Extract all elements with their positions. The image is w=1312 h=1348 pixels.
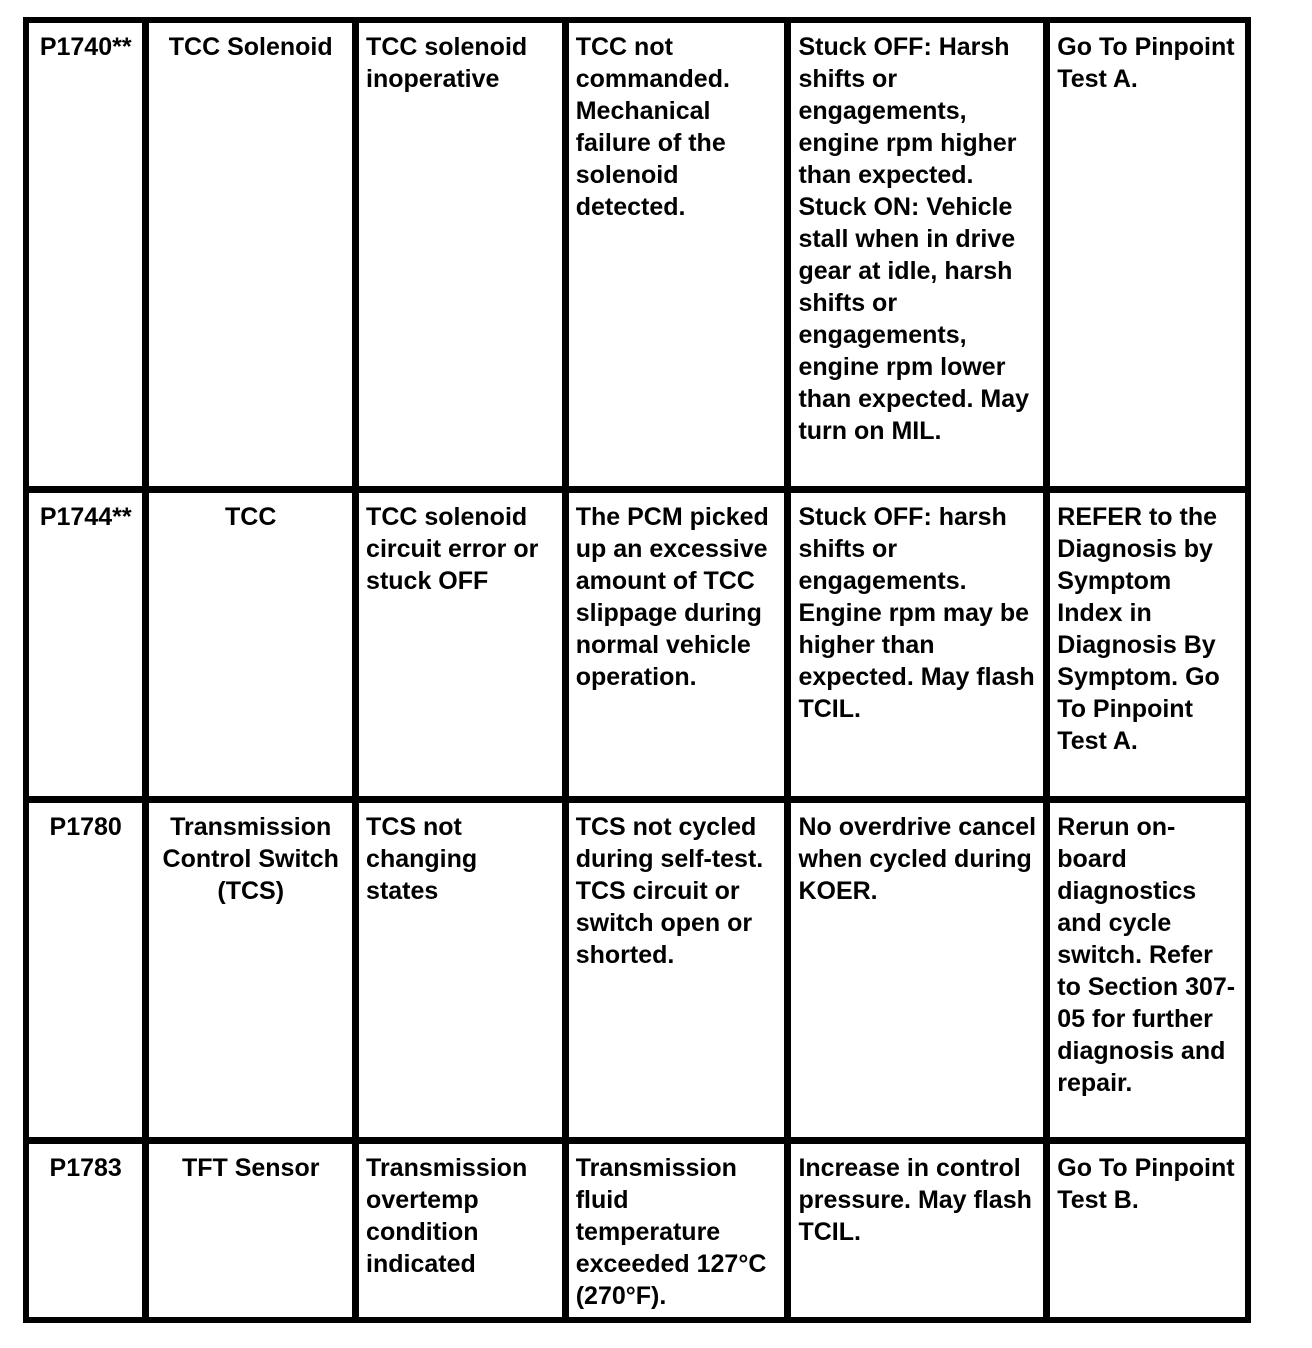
action-cell: Go To Pinpoint Test A. [1050, 23, 1245, 486]
condition-cell: TCS not cycled during self-test. TCS circuit or switch open or shorted. [569, 803, 785, 1137]
dtc-code-cell: P1740** [29, 23, 142, 486]
description-cell: TCC solenoid inoperative [359, 23, 562, 486]
symptom-cell: Stuck OFF: harsh shifts or engagements. Engine rpm may be higher than expected. May flash TCIL. [791, 493, 1043, 796]
action-cell: REFER to the Diagnosis by Symptom Index in Diagnosis By Symptom. Go To Pinpoint Test A. [1050, 493, 1245, 796]
condition-cell: The PCM picked up an excessive amount of TCC slippage during normal vehicle operation. [569, 493, 785, 796]
table-row [29, 23, 1245, 486]
component-cell: TFT Sensor [149, 1144, 352, 1317]
component-cell: TCC [149, 493, 352, 796]
symptom-cell: Stuck OFF: Harsh shifts or engagements, engine rpm higher than expected. Stuck ON: Vehicle stall when in drive gear at idle, harsh shifts or engagements, engine rpm lower than expected. May turn on MIL. [791, 23, 1043, 486]
table-row [29, 1144, 1245, 1317]
action-cell: Go To Pinpoint Test B. [1050, 1144, 1245, 1317]
symptom-cell: Increase in control pressure. May flash TCIL. [791, 1144, 1043, 1317]
table-row [29, 493, 1245, 796]
dtc-table-container [23, 17, 1251, 1323]
description-cell: TCS not changing states [359, 803, 562, 1137]
condition-cell: TCC not commanded. Mechanical failure of the solenoid detected. [569, 23, 785, 486]
dtc-code-cell: P1744** [29, 493, 142, 796]
component-cell: TCC Solenoid [149, 23, 352, 486]
dtc-code-cell: P1780 [29, 803, 142, 1137]
action-cell: Rerun on-board diagnostics and cycle switch. Refer to Section 307-05 for further diagnosis and repair. [1050, 803, 1245, 1137]
symptom-cell: No overdrive cancel when cycled during KOER. [791, 803, 1043, 1137]
condition-cell: Transmission fluid temperature exceeded 127°C (270°F). [569, 1144, 785, 1317]
dtc-code-cell: P1783 [29, 1144, 142, 1317]
dtc-table [22, 16, 1252, 1324]
component-cell: Transmission Control Switch (TCS) [149, 803, 352, 1137]
description-cell: TCC solenoid circuit error or stuck OFF [359, 493, 562, 796]
description-cell: Transmission overtemp condition indicated [359, 1144, 562, 1317]
table-row [29, 803, 1245, 1137]
